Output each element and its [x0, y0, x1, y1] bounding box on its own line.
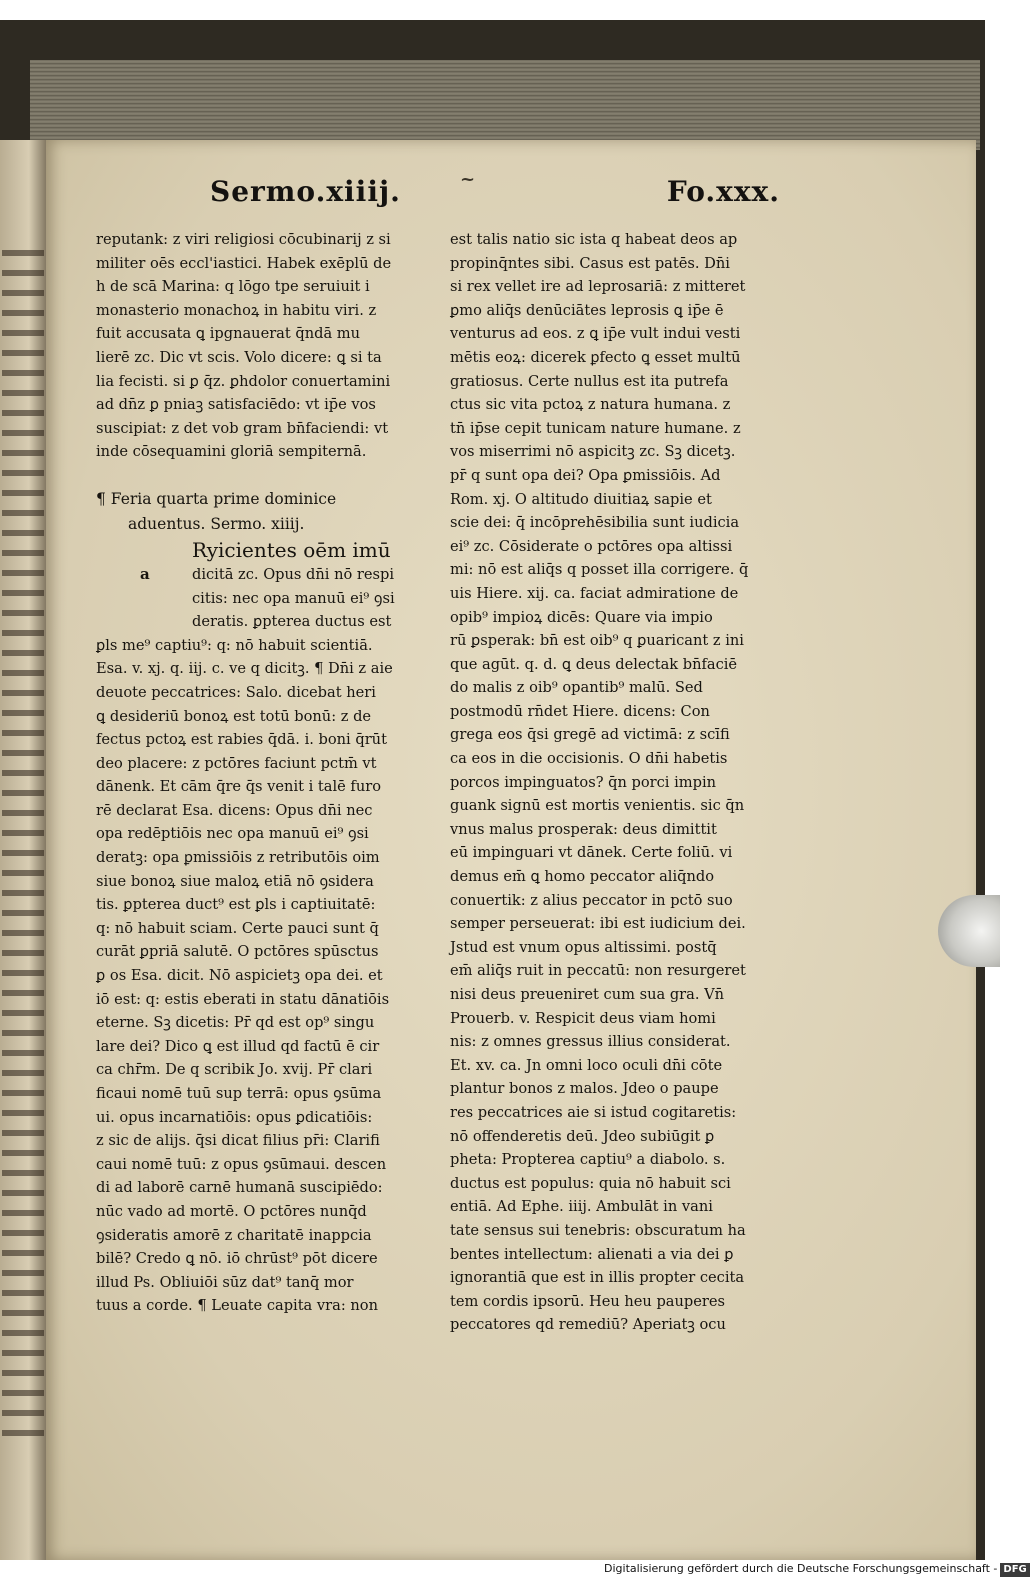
text-line: ad dn̄z ꝑ pniaꝫ satisfaciēdo: vt ip̄e vos: [96, 396, 376, 414]
text-line: propinq̄ntes sibi. Casus est patēs. Dn̄i: [450, 254, 730, 272]
sermon-opening-words: Ryicientes oēm imū: [192, 537, 391, 562]
text-line: Et. xv. ca. Jn omni loco oculi dn̄i cōte: [450, 1056, 723, 1074]
text-line: nis: z omnes gressus illius considerat.: [450, 1033, 731, 1051]
text-line: ui. opus incarnatiōis: opus ꝑdicatiōis:: [96, 1108, 373, 1126]
text-line: q: nō habuit sciam. Certe pauci sunt q̄: [96, 919, 379, 937]
text-line: tate sensus sui tenebris: obscuratum ha: [450, 1221, 746, 1239]
text-line: nō offenderetis deū. Jdeo subiūgit ꝑ: [450, 1127, 715, 1145]
text-line: eterne. Sꝫ dicetis: Pr̄ qd est op⁹ singu: [96, 1014, 375, 1032]
text-line: Jstud est vnum opus altissimi. postq̄: [450, 938, 717, 956]
text-line: vos miserrimi nō aspicitꝫ zc. Sꝫ dicetꝫ.: [450, 443, 736, 461]
text-line: h de scā Marina: q lōgo tpe seruiuit i: [96, 278, 370, 296]
text-line: lia fecisti. si ꝑ q̄z. ꝑhdolor conuertamini: [96, 372, 391, 390]
text-line: porcos impinguatos? q̄n porci impin: [450, 773, 717, 791]
text-line: ca eos in die occisionis. O dn̄i habetis: [450, 750, 728, 768]
left-column: [96, 228, 434, 1318]
text-line: citis: nec opa manuū ei⁹ ꝯsi: [192, 589, 395, 607]
text-line: reputank: z viri religiosi cōcubinarij z si: [96, 231, 391, 248]
funding-credit-text: Digitalisierung gefördert durch die Deutsche Forschungsgemeinschaft -: [604, 1562, 998, 1575]
text-line: deo placere: z pctōres faciunt pctm̄ vt: [96, 754, 377, 772]
text-line: res peccatrices aie si istud cogitaretis:: [450, 1103, 737, 1121]
rubric-heading: ¶ Feria quarta prime dominice: [96, 489, 337, 508]
text-line: Rom. xj. O altitudo diuitiaꝝ sapie et: [450, 490, 712, 508]
text-line: monasterio monachoꝝ in habitu viri. z: [96, 301, 377, 319]
text-line: entiā. Ad Ephe. iiij. Ambulāt in vani: [450, 1198, 713, 1216]
text-line: Esa. v. xj. q. iij. c. ve q dicitꝫ. ¶ Dn̄i z aie: [96, 660, 393, 678]
initial-block: [96, 563, 434, 634]
text-line: Prouerb. v. Respicit deus viam homi: [450, 1009, 716, 1027]
text-line: postmodū rn̄det Hiere. dicens: Con: [450, 702, 710, 720]
text-line: ꝯsideratis amorē z charitatē inappcia: [96, 1226, 372, 1244]
text-line: mi: nō est aliq̄s q posset illa corrigere. q̄: [450, 561, 749, 579]
text-line: caui nomē tuū: z opus ꝯsūmaui. descen: [96, 1155, 387, 1173]
text-line: suscipiat: z det vob gram bn̄faciendi: vt: [96, 419, 389, 437]
text-line: em̄ aliq̄s ruit in peccatū: non resurgeret: [450, 962, 746, 980]
text-line: pr̄ q sunt opa dei? Opa ꝑmissiōis. Ad: [450, 466, 721, 484]
text-line: rū ꝑsperak: bn̄ est oib⁹ q ꝑuaricant z ini: [450, 632, 744, 650]
initial-guide-letter: a: [140, 564, 150, 583]
text-line: demus em̄ ꝗ homo peccator aliq̄ndo: [450, 868, 715, 886]
text-line: plantur bonos z malos. Jdeo o paupe: [450, 1080, 719, 1098]
funding-credit: [604, 1561, 1027, 1577]
text-line: illud Ps. Obliuiōi sūz dat⁹ tanq̄ mor: [96, 1273, 354, 1291]
text-line: peccatores qd remediū? Aperiatꝫ ocu: [450, 1316, 726, 1334]
rubric-heading-sermon: aduentus. Sermo. xiiij.: [128, 514, 305, 533]
text-line: ei⁹ zc. Cōsiderate o pctōres opa altissi: [450, 537, 733, 555]
text-line: opib⁹ impioꝝ dicēs: Quare via impio: [450, 608, 713, 626]
text-line: nisi deus preueniret cum sua gra. Vn̄: [450, 986, 725, 1003]
text-line: deuote peccatrices: Salo. dicebat heri: [96, 683, 376, 701]
text-line: guank signū est mortis venientis. sic q̄n: [450, 797, 745, 815]
text-line: tis. ꝑpterea duct⁹ est ꝑls i captiuitatē:: [96, 896, 376, 914]
text-line: eū impinguari vt dānek. Certe foliū. vi: [450, 844, 733, 862]
text-line: semper perseuerat: ibi est iudicium dei.: [450, 915, 746, 933]
text-line: dānenk. Et cām q̄re q̄s venit i talē furo: [96, 778, 381, 796]
running-head-folio: Fo.xxx.: [666, 175, 780, 208]
text-line: siue bonoꝝ siue maloꝝ etiā nō ꝯsidera: [96, 872, 374, 890]
running-head-mark: ~: [460, 169, 476, 190]
text-line: tuus a corde. ¶ Leuate capita vra: non: [96, 1297, 378, 1315]
text-line: scie dei: q̄ incōprehēsibilia sunt iudicia: [450, 514, 740, 532]
text-line: iō est: q: estis eberati in statu dānatiōis: [96, 990, 390, 1008]
text-line: di ad laborē carnē humanā suscipiēdo:: [96, 1179, 383, 1197]
text-line: est talis natio sic ista q habeat deos ap: [450, 231, 738, 248]
text-line: uis Hiere. xij. ca. faciat admiratione de: [450, 584, 739, 602]
text-line: ctus sic vita pctoꝝ z natura humana. z: [450, 396, 731, 414]
text-line: mētis eoꝝ: dicerek ꝑfecto ꝗ esset multū: [450, 348, 741, 366]
text-line: si rex vellet ire ad leprosariā: z mitteret: [450, 278, 746, 296]
running-head-sermon: Sermo.xiiij.: [210, 175, 401, 208]
text-line: ficaui nomē tuū sup terrā: opus ꝯsūma: [96, 1085, 382, 1102]
text-line: ꝑls me⁹ captiu⁹: q: nō habuit scientiā.: [96, 636, 373, 654]
running-head: [210, 169, 780, 215]
text-line: ꝑmo aliq̄s denūciātes leprosis ꝗ ip̄e ē: [450, 301, 724, 319]
text-line: pheta: Propterea captiu⁹ a diabolo. s.: [450, 1151, 726, 1169]
text-line: deratis. ꝑpterea ductus est: [192, 613, 392, 631]
text-line: militer oēs eccl'iastici. Habek exēplū de: [96, 254, 392, 272]
text-line: venturus ad eos. z ꝗ ip̄e vult indui vesti: [450, 325, 741, 343]
text-line: ꝗ desideriū bonoꝝ est totū bonū: z de: [96, 707, 372, 725]
text-line: ꝑ os Esa. dicit. Nō aspicietꝫ opa dei. et: [96, 967, 383, 985]
text-line: rē declarat Esa. dicens: Opus dn̄i nec: [96, 801, 373, 819]
text-line: fectus pctoꝝ est rabies q̄dā. i. boni q̄rūt: [96, 731, 387, 749]
text-line: deratꝫ: opa ꝑmissiōis z retributōis oim: [96, 849, 380, 867]
right-column: [450, 228, 800, 1337]
text-line: bilē? Credo ꝗ nō. iō chrūst⁹ pōt dicere: [96, 1250, 378, 1268]
text-line: curāt ꝑpriā salutē. O pctōres spūsctus: [96, 943, 379, 961]
text-line: ductus est populus: quia nō habuit sci: [450, 1174, 731, 1192]
text-line: dicitā zc. Opus dn̄i nō respi: [192, 565, 395, 583]
text-line: gratiosus. Certe nullus est ita putrefa: [450, 372, 729, 390]
text-line: tem cordis ipsorū. Heu heu pauperes: [450, 1292, 725, 1310]
text-line: grega eos q̄si gregē ad victimā: z scīfi: [450, 726, 730, 744]
text-line: conuertik: z alius peccator in pctō suo: [450, 891, 733, 909]
text-line: opa redēptiōis nec opa manuū ei⁹ ꝯsi: [96, 825, 369, 843]
facing-page-text-bleed: [2, 250, 44, 1450]
facing-page: [0, 140, 48, 1560]
text-line: lare dei? Dico ꝗ est illud qd factū ē cir: [96, 1037, 380, 1055]
dfg-logo: DFG: [1000, 1563, 1029, 1577]
text-line: ca chr̄m. De q scribik Jo. xvij. Pr̄ clari: [96, 1061, 373, 1079]
text-line: bentes intellectum: alienati a via dei ꝑ: [450, 1245, 734, 1263]
book-clasp: [938, 895, 1000, 967]
text-line: nūc vado ad mortē. O pctōres nunq̄d: [96, 1202, 367, 1220]
text-line: inde cōsequamini gloriā sempiternā.: [96, 443, 367, 461]
text-line: ignorantiā que est in illis propter cecita: [450, 1269, 745, 1287]
text-line: do malis z oib⁹ opantib⁹ malū. Sed: [450, 679, 703, 697]
page-edges: [30, 60, 980, 150]
text-line: z sic de alijs. q̄si dicat filius pr̄i: Clarifi: [96, 1132, 380, 1150]
text-line: lierē zc. Dic vt scis. Volo dicere: ꝗ si ta: [96, 348, 382, 366]
text-line: fuit accusata ꝗ ipgnauerat q̄ndā mu: [96, 325, 361, 343]
text-line: que agūt. q. d. ꝗ deus delectak bn̄faciē: [450, 655, 738, 673]
text-line: tn̄ ip̄se cepit tunicam nature humane. z: [450, 419, 741, 437]
text-line: vnus malus prosperak: deus dimittit: [450, 820, 717, 838]
